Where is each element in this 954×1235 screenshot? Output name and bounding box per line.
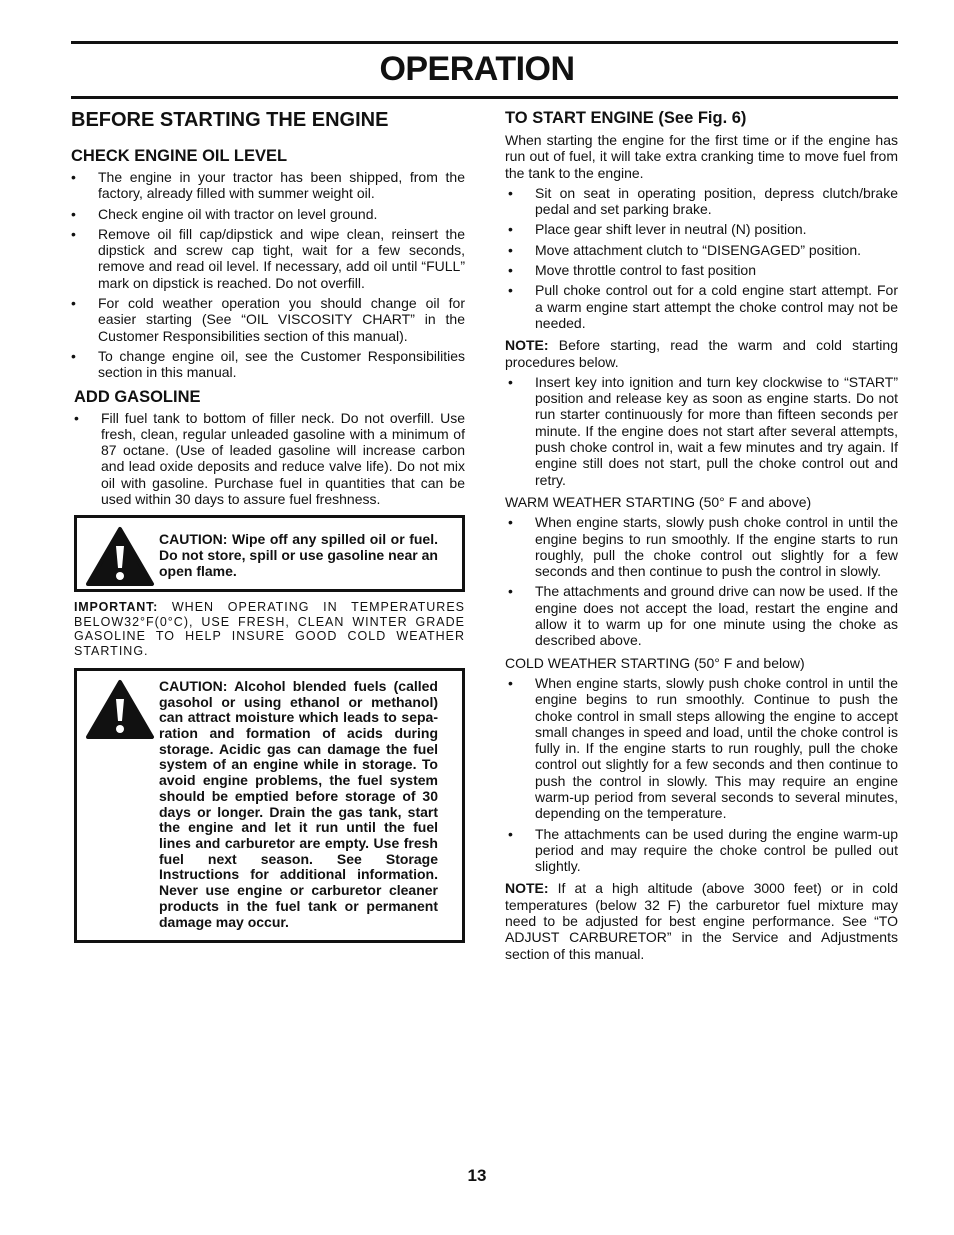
note-before-starting: NOTE: Before starting, read the warm and cold starting procedures below. xyxy=(505,337,898,370)
list-item: • Check engine oil with tractor on level ground. xyxy=(71,205,378,222)
title-underline xyxy=(71,96,898,99)
caution-text: CAUTION: Alcohol blended fuels (called gasohol or using ethanol or methanol) can attract moisture which leads to sepa-ration and formation of acids during storage. Acidic gas can damage the fuel system of an engine while in storage. To avoid engine problems, the fuel system should be emptied before storage of 30 days or longer. Drain the gas tank, start the engine and let it run until the fuel lines and carburetor are empty. Use fresh fuel next season. See Storage Instructions for additional information. Never use engine or carburetor cleaner products in the fuel tank or permanent damage may occur. xyxy=(159,677,438,930)
list-item: • Sit on seat in operating position, depress clutch/brake pedal and set parking brake. xyxy=(508,184,898,218)
subheading-warm-weather: WARM WEATHER STARTING (50° F and above) xyxy=(505,493,812,510)
bullet-icon: • xyxy=(508,583,513,600)
warning-triangle-icon xyxy=(85,526,155,588)
bullet-icon: • xyxy=(508,514,513,531)
important-label: IMPORTANT: xyxy=(74,600,159,615)
list-item: • Move throttle control to fast position xyxy=(508,262,756,279)
list-item: • To change engine oil, see the Customer Responsibilities section in this manual. xyxy=(71,347,465,381)
bullet-icon: • xyxy=(508,373,513,390)
important-text: WHEN OPERATING IN TEMPERATURES BELOW32°F(0°C), USE FRESH, CLEAN WINTER GRADE GASOLINE TO HELP INSURE GOOD COLD WEATHER STARTING. xyxy=(74,600,466,658)
subheading-add-gasoline: ADD GASOLINE xyxy=(74,387,201,406)
note-high-altitude: NOTE: If at a high altitude (above 3000 feet) or in cold temperatures (below 32 F) the carburetor fuel mixture may need to be adjusted for best engine performance. See “TO ADJUST CARBURETOR” in the Service and Adjustments section of this manual. xyxy=(505,880,898,962)
list-item: • Insert key into ignition and turn key clockwise to “START” position and release key as soon as engine starts. Do not run starter continuously for more than fifteen seconds per minute. If the engine does not start after several attempts, push choke control in, wait a few minutes and try again. If engine still does not start, pull the choke control out and retry. xyxy=(508,373,898,488)
caution-box-alcohol-fuels xyxy=(74,668,465,943)
subheading-cold-weather: COLD WEATHER STARTING (50° F and below) xyxy=(505,654,805,671)
list-item: • When engine starts, slowly push choke control in until the engine begins to run smoothly. Continue to push the choke control in small steps allowing the engine to accept small changes in speed and load, until the choke control is fully in. If the engine starts to run roughly, pull the choke control out slightly for a few seconds and then continue to push the control in slowly. This may require an engine warm-up period from several seconds to several minutes, depending on the temperature. xyxy=(508,674,898,822)
oil-list xyxy=(71,169,465,381)
bullet-icon: • xyxy=(71,295,76,312)
bullet-icon: • xyxy=(71,225,76,242)
list-item: • Fill fuel tank to bottom of filler neck. Do not overfill. Use fresh, clean, regular unleaded gasoline with a minimum of 87 octane. (Use of leaded gasoline will increase carbon and lead oxide deposits and reduce valve life). Do not mix oil with gasoline. Purchase fuel in quantities that can be used within 30 days to assure fuel freshness. xyxy=(74,409,465,508)
bullet-icon: • xyxy=(74,409,79,426)
page-title: OPERATION xyxy=(379,50,575,88)
bullet-icon: • xyxy=(508,184,513,201)
list-item: • Pull choke control out for a cold engine start attempt. For a warm engine start attempt the choke control may not be needed. xyxy=(508,282,898,331)
ignition-list xyxy=(505,374,898,488)
list-item: • Remove oil fill cap/dipstick and wipe clean, reinsert the dipstick and screw cap tight, wait for a few seconds, remove and read oil level. If necessary, add oil until “FULL” mark on dipstick is reached. Do not overfill. xyxy=(71,225,465,291)
gasoline-list xyxy=(71,410,465,508)
list-item: • Move attachment clutch to “DISENGAGED” position. xyxy=(508,241,862,258)
bullet-icon: • xyxy=(508,825,513,842)
list-item: • When engine starts, slowly push choke control in until the engine begins to run smoothly. If the engine starts to run roughly, pull the choke control out slightly for a few seconds and then continue to push the control in slowly. xyxy=(508,514,898,580)
bullet-icon: • xyxy=(508,674,513,691)
caution-text: CAUTION: Wipe off any spilled oil or fuel. Do not store, spill or use gasoline near an open flame. xyxy=(159,531,438,579)
important-notice xyxy=(74,600,465,658)
page-number: 13 xyxy=(467,1166,487,1185)
bullet-icon: • xyxy=(71,169,76,185)
cold-weather-list xyxy=(505,675,898,875)
right-column xyxy=(505,108,898,966)
list-item: • Place gear shift lever in neutral (N) position. xyxy=(508,221,807,238)
bullet-icon: • xyxy=(508,241,513,258)
start-steps-list xyxy=(505,185,898,331)
left-column xyxy=(71,108,465,951)
bullet-icon: • xyxy=(508,262,513,279)
top-rule xyxy=(71,41,898,44)
warning-triangle-icon xyxy=(85,679,155,741)
bullet-icon: • xyxy=(71,205,76,222)
subheading-check-oil: CHECK ENGINE OIL LEVEL xyxy=(71,147,288,165)
list-item: • The attachments can be used during the engine warm-up period and may require the choke control be pulled out slightly. xyxy=(508,825,898,875)
list-item: • The engine in your tractor has been shipped, from the factory, already filled with summer weight oil. xyxy=(71,169,465,202)
bullet-icon: • xyxy=(508,282,513,299)
bullet-icon: • xyxy=(71,347,76,364)
section-heading-before-starting: BEFORE STARTING THE ENGINE xyxy=(71,109,389,131)
list-item: • The attachments and ground drive can now be used. If the engine does not accept the load, restart the engine and allow it to warm up for one minute using the choke as described above. xyxy=(508,583,898,649)
list-item: • For cold weather operation you should change oil for easier starting (See “OIL VISCOSITY CHART” in the Customer Responsibilities section of this manual). xyxy=(71,295,465,344)
bullet-icon: • xyxy=(508,221,513,238)
section-heading-to-start-engine: TO START ENGINE (See Fig. 6) xyxy=(505,109,747,127)
intro-paragraph: When starting the engine for the first time or if the engine has run out of fuel, it will take extra cranking time to move fuel from the tank to the engine. xyxy=(505,132,898,181)
warm-weather-list xyxy=(505,514,898,648)
caution-box-spill xyxy=(74,515,465,592)
